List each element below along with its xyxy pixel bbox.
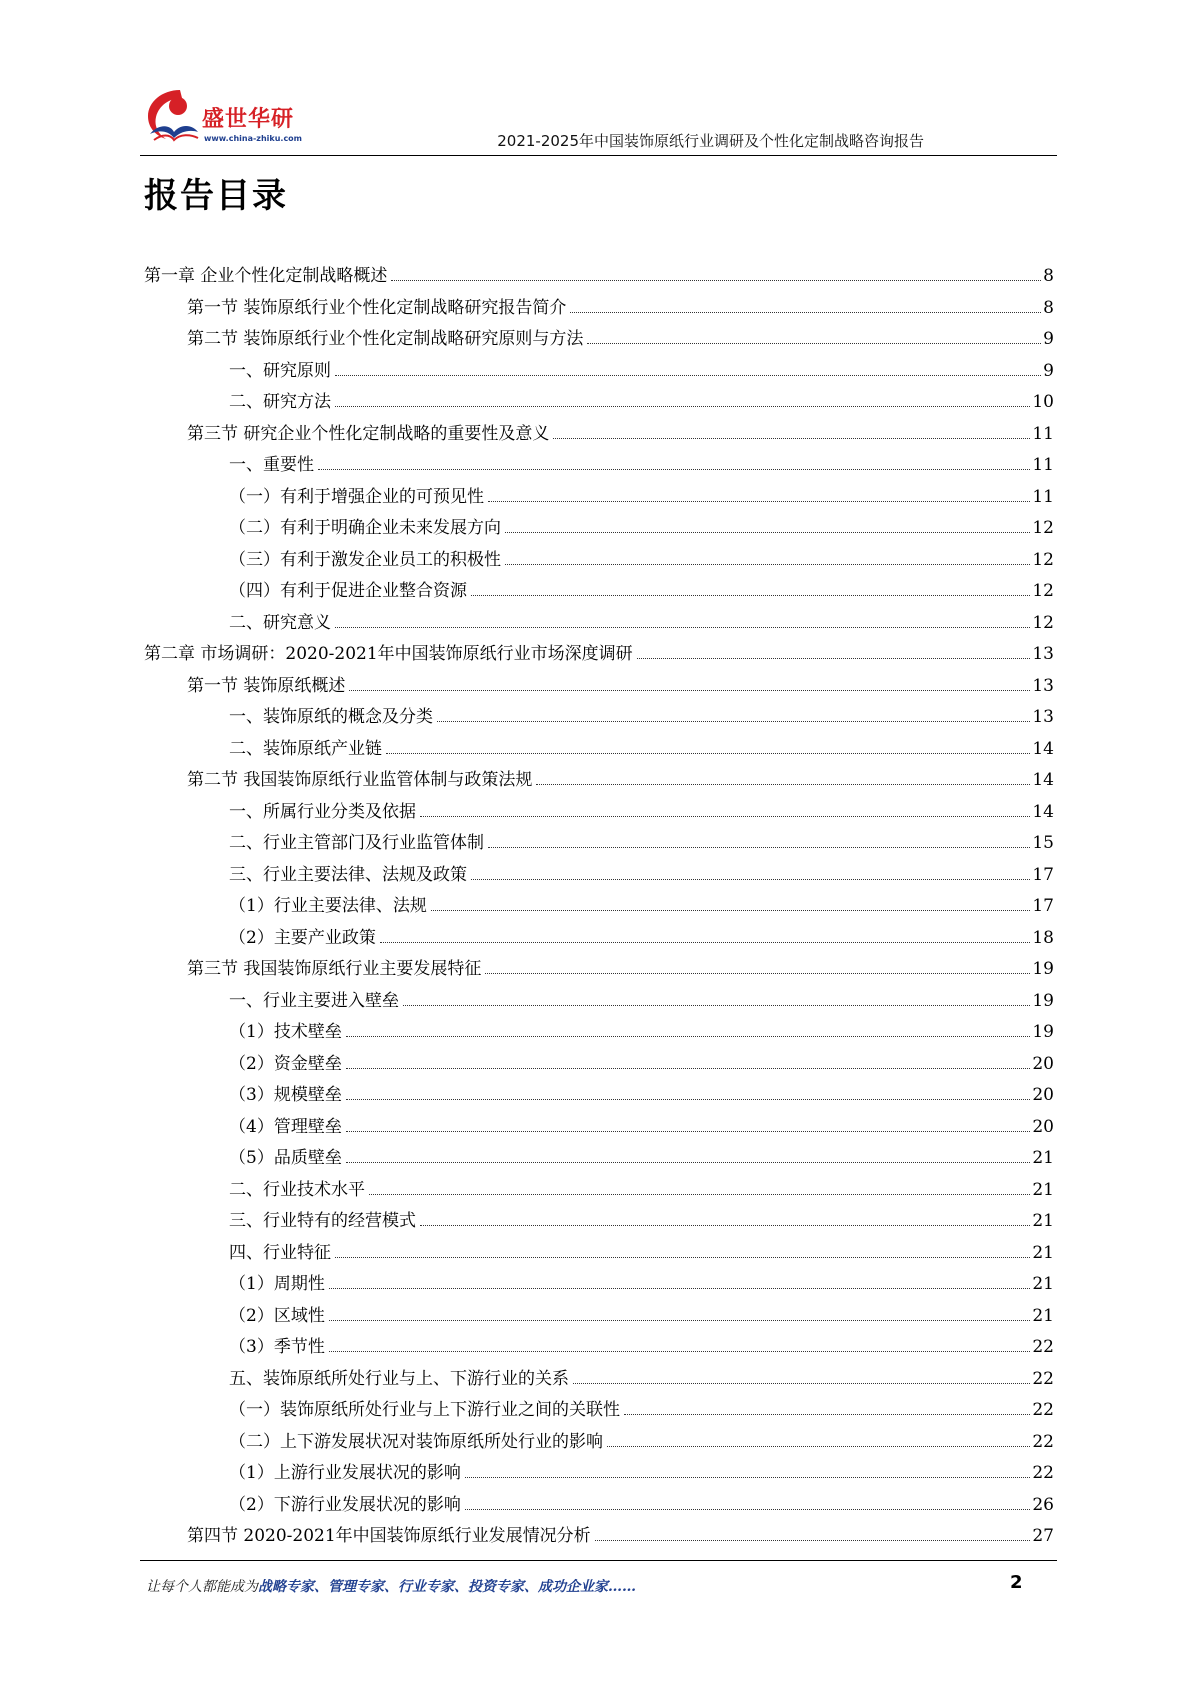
toc-leader-dots bbox=[391, 280, 1041, 281]
toc-entry[interactable] bbox=[144, 293, 1054, 325]
toc-entry-page: 22 bbox=[1032, 1463, 1054, 1483]
toc-leader-dots bbox=[553, 438, 1030, 439]
toc-entry-title: 第三节 我国装饰原纸行业主要发展特征 bbox=[187, 959, 482, 979]
toc-entry-title: 二、行业技术水平 bbox=[229, 1179, 365, 1200]
toc-entry[interactable] bbox=[144, 1301, 1054, 1333]
toc-entry[interactable] bbox=[144, 545, 1054, 577]
toc-entry[interactable] bbox=[144, 513, 1054, 545]
toc-entry-title: （一）有利于增强企业的可预见性 bbox=[229, 486, 484, 507]
toc-entry[interactable] bbox=[144, 1332, 1054, 1364]
toc-entry[interactable] bbox=[144, 1049, 1054, 1081]
toc-entry-page: 20 bbox=[1032, 1116, 1054, 1137]
logo-wordmark: 盛世华研 bbox=[202, 107, 295, 132]
toc-entry[interactable] bbox=[144, 702, 1054, 734]
toc-leader-dots bbox=[346, 1099, 1031, 1100]
toc-entry-page: 8 bbox=[1043, 266, 1054, 286]
toc-entry-title: （2）下游行业发展状况的影响 bbox=[229, 1494, 461, 1515]
toc-leader-dots bbox=[488, 847, 1030, 848]
toc-entry-page: 9 bbox=[1043, 360, 1054, 381]
toc-entry-page: 22 bbox=[1032, 1337, 1054, 1357]
toc-entry[interactable] bbox=[144, 986, 1054, 1018]
toc-entry-title: 二、装饰原纸产业链 bbox=[229, 738, 382, 759]
toc-leader-dots bbox=[607, 1446, 1030, 1447]
toc-entry[interactable] bbox=[144, 1112, 1054, 1144]
toc-entry-title: 五、装饰原纸所处行业与上、下游行业的关系 bbox=[229, 1368, 569, 1389]
toc-leader-dots bbox=[465, 1477, 1031, 1478]
toc-entry-page: 14 bbox=[1032, 738, 1054, 759]
toc-leader-dots bbox=[335, 1257, 1030, 1258]
toc-entry[interactable] bbox=[144, 797, 1054, 829]
toc-entry[interactable] bbox=[144, 1206, 1054, 1238]
toc-leader-dots bbox=[420, 816, 1030, 817]
toc-leader-dots bbox=[403, 1005, 1030, 1006]
toc-leader-dots bbox=[335, 627, 1030, 628]
toc-entry-title: （二）上下游发展状况对装饰原纸所处行业的影响 bbox=[229, 1431, 603, 1452]
toc-entry-title: （三）有利于激发企业员工的积极性 bbox=[229, 549, 501, 570]
toc-entry-page: 27 bbox=[1032, 1526, 1054, 1546]
toc-entry-page: 11 bbox=[1032, 486, 1054, 507]
toc-entry[interactable] bbox=[144, 1080, 1054, 1112]
toc-entry-title: 第一节 装饰原纸行业个性化定制战略研究报告简介 bbox=[187, 297, 567, 318]
toc-entry-title: 第一节 装饰原纸概述 bbox=[187, 675, 346, 696]
toc-entry-page: 21 bbox=[1032, 1148, 1054, 1168]
toc-leader-dots bbox=[485, 973, 1030, 974]
toc-entry-page: 26 bbox=[1032, 1494, 1054, 1515]
toc-entry-page: 9 bbox=[1043, 329, 1054, 349]
toc-entry-page: 21 bbox=[1032, 1211, 1054, 1231]
logo-url: www.china-zhiku.com bbox=[204, 134, 303, 143]
toc-entry-page: 14 bbox=[1032, 770, 1054, 790]
page-title: 报告目录 bbox=[144, 176, 288, 216]
toc-entry-title: （2）区域性 bbox=[229, 1305, 325, 1326]
toc-entry-page: 15 bbox=[1032, 833, 1054, 853]
toc-entry-title: （4）管理壁垒 bbox=[229, 1116, 342, 1137]
toc-leader-dots bbox=[471, 595, 1030, 596]
toc-entry[interactable] bbox=[144, 639, 1054, 671]
toc-entry[interactable] bbox=[144, 734, 1054, 766]
toc-entry-title: （一）装饰原纸所处行业与上下游行业之间的关联性 bbox=[229, 1400, 620, 1420]
toc-entry[interactable] bbox=[144, 671, 1054, 703]
toc-entry-title: 第一章 企业个性化定制战略概述 bbox=[144, 266, 388, 286]
toc-leader-dots bbox=[346, 1131, 1031, 1132]
toc-entry[interactable] bbox=[144, 261, 1054, 293]
toc-entry-page: 19 bbox=[1032, 990, 1054, 1011]
toc-entry-page: 10 bbox=[1032, 392, 1054, 412]
toc-entry-page: 8 bbox=[1043, 297, 1054, 318]
slogan-lead: 让每个人都能成为 bbox=[146, 1579, 258, 1595]
toc-entry[interactable] bbox=[144, 891, 1054, 923]
toc-entry-title: 一、行业主要进入壁垒 bbox=[229, 990, 399, 1011]
toc-entry-title: 一、所属行业分类及依据 bbox=[229, 801, 416, 822]
toc-leader-dots bbox=[637, 658, 1031, 659]
toc-entry-page: 22 bbox=[1032, 1368, 1054, 1389]
toc-entry-title: （5）品质壁垒 bbox=[229, 1148, 342, 1168]
toc-leader-dots bbox=[431, 910, 1031, 911]
toc-entry-title: 四、行业特征 bbox=[229, 1242, 331, 1263]
toc-leader-dots bbox=[318, 469, 1030, 470]
toc-leader-dots bbox=[573, 1383, 1030, 1384]
page-number: 2 bbox=[1010, 1572, 1023, 1593]
toc-entry-page: 20 bbox=[1032, 1053, 1054, 1074]
toc-entry-title: （3）规模壁垒 bbox=[229, 1085, 342, 1105]
toc-entry[interactable] bbox=[144, 576, 1054, 608]
toc-entry-title: 第三节 研究企业个性化定制战略的重要性及意义 bbox=[187, 423, 550, 444]
toc-entry-title: 二、行业主管部门及行业监管体制 bbox=[229, 833, 484, 853]
slogan-roles: 战略专家、管理专家、行业专家、投资专家、成功企业家…… bbox=[258, 1579, 636, 1595]
toc-entry[interactable] bbox=[144, 860, 1054, 892]
toc-leader-dots bbox=[329, 1288, 1031, 1289]
toc-entry-page: 22 bbox=[1032, 1431, 1054, 1452]
toc-leader-dots bbox=[505, 532, 1030, 533]
toc-leader-dots bbox=[329, 1351, 1031, 1352]
toc-entry-title: 三、行业主要法律、法规及政策 bbox=[229, 864, 467, 885]
toc-leader-dots bbox=[465, 1509, 1031, 1510]
toc-entry-title: 三、行业特有的经营模式 bbox=[229, 1211, 416, 1231]
shengshi-huayan-logo-icon bbox=[140, 84, 204, 148]
toc-entry-page: 19 bbox=[1032, 959, 1054, 979]
toc-leader-dots bbox=[335, 375, 1041, 376]
toc-leader-dots bbox=[369, 1194, 1030, 1195]
toc-entry[interactable] bbox=[144, 1490, 1054, 1522]
toc-leader-dots bbox=[488, 501, 1030, 502]
toc-entry-page: 19 bbox=[1032, 1022, 1054, 1042]
toc-entry[interactable] bbox=[144, 387, 1054, 419]
toc-leader-dots bbox=[570, 312, 1041, 313]
toc-entry-page: 22 bbox=[1032, 1400, 1054, 1420]
toc-leader-dots bbox=[420, 1225, 1030, 1226]
toc-leader-dots bbox=[346, 1036, 1031, 1037]
toc-entry-title: 一、重要性 bbox=[229, 455, 314, 475]
header-divider bbox=[140, 155, 1057, 156]
table-of-contents bbox=[144, 261, 1054, 1553]
toc-entry-page: 11 bbox=[1032, 423, 1054, 444]
toc-entry[interactable] bbox=[144, 356, 1054, 388]
toc-entry-title: 一、装饰原纸的概念及分类 bbox=[229, 707, 433, 727]
toc-entry-title: 第二节 我国装饰原纸行业监管体制与政策法规 bbox=[187, 770, 533, 790]
toc-entry-title: （1）行业主要法律、法规 bbox=[229, 896, 427, 916]
toc-leader-dots bbox=[505, 564, 1030, 565]
toc-leader-dots bbox=[335, 406, 1030, 407]
toc-entry[interactable] bbox=[144, 1238, 1054, 1270]
company-logo bbox=[140, 84, 320, 148]
toc-entry-page: 20 bbox=[1032, 1085, 1054, 1105]
toc-entry[interactable] bbox=[144, 482, 1054, 514]
toc-leader-dots bbox=[437, 721, 1030, 722]
toc-entry-title: 一、研究原则 bbox=[229, 360, 331, 381]
page-header bbox=[140, 78, 1057, 158]
toc-entry-page: 14 bbox=[1032, 801, 1054, 822]
toc-leader-dots bbox=[624, 1414, 1030, 1415]
toc-entry-page: 11 bbox=[1032, 455, 1054, 475]
toc-entry-title: （四）有利于促进企业整合资源 bbox=[229, 581, 467, 601]
toc-entry[interactable] bbox=[144, 1427, 1054, 1459]
toc-entry[interactable] bbox=[144, 608, 1054, 640]
toc-entry[interactable] bbox=[144, 1143, 1054, 1175]
toc-entry-title: 二、研究方法 bbox=[229, 392, 331, 412]
toc-entry[interactable] bbox=[144, 1175, 1054, 1207]
toc-leader-dots bbox=[346, 1068, 1031, 1069]
toc-leader-dots bbox=[595, 1540, 1031, 1541]
toc-entry[interactable] bbox=[144, 1017, 1054, 1049]
toc-leader-dots bbox=[346, 1162, 1031, 1163]
toc-entry[interactable] bbox=[144, 923, 1054, 955]
toc-entry-page: 17 bbox=[1032, 896, 1054, 916]
toc-entry[interactable] bbox=[144, 954, 1054, 986]
toc-entry-page: 13 bbox=[1032, 675, 1054, 696]
toc-leader-dots bbox=[471, 879, 1030, 880]
toc-entry[interactable] bbox=[144, 1395, 1054, 1427]
toc-entry-page: 21 bbox=[1032, 1179, 1054, 1200]
footer-divider bbox=[140, 1560, 1057, 1561]
toc-entry-page: 12 bbox=[1032, 581, 1054, 601]
toc-entry-page: 17 bbox=[1032, 864, 1054, 885]
toc-leader-dots bbox=[536, 784, 1030, 785]
toc-entry[interactable] bbox=[144, 419, 1054, 451]
toc-leader-dots bbox=[329, 1320, 1031, 1321]
toc-entry-title: 第四节 2020-2021年中国装饰原纸行业发展情况分析 bbox=[187, 1526, 591, 1546]
toc-entry-title: 二、研究意义 bbox=[229, 612, 331, 633]
toc-entry-page: 21 bbox=[1032, 1242, 1054, 1263]
toc-entry-page: 12 bbox=[1032, 549, 1054, 570]
toc-leader-dots bbox=[349, 690, 1030, 691]
toc-entry-title: （1）周期性 bbox=[229, 1274, 325, 1294]
toc-entry-title: （2）资金壁垒 bbox=[229, 1053, 342, 1074]
toc-leader-dots bbox=[386, 753, 1030, 754]
toc-entry-page: 13 bbox=[1032, 644, 1054, 664]
toc-leader-dots bbox=[380, 942, 1031, 943]
toc-entry[interactable] bbox=[144, 1269, 1054, 1301]
toc-entry-title: 第二节 装饰原纸行业个性化定制战略研究原则与方法 bbox=[187, 329, 584, 349]
toc-leader-dots bbox=[587, 343, 1041, 344]
toc-entry-page: 18 bbox=[1032, 927, 1054, 948]
toc-entry-title: 第二章 市场调研：2020-2021年中国装饰原纸行业市场深度调研 bbox=[144, 644, 633, 664]
toc-entry-page: 12 bbox=[1032, 518, 1054, 538]
toc-entry-page: 12 bbox=[1032, 612, 1054, 633]
toc-entry[interactable] bbox=[144, 828, 1054, 860]
toc-entry-title: （3）季节性 bbox=[229, 1337, 325, 1357]
report-title: 2021-2025年中国装饰原纸行业调研及个性化定制战略咨询报告 bbox=[497, 132, 924, 150]
toc-entry-title: （1）技术壁垒 bbox=[229, 1022, 342, 1042]
toc-entry[interactable] bbox=[144, 324, 1054, 356]
toc-entry-title: （2）主要产业政策 bbox=[229, 927, 376, 948]
toc-entry-title: （二）有利于明确企业未来发展方向 bbox=[229, 518, 501, 538]
toc-entry-page: 21 bbox=[1032, 1274, 1054, 1294]
footer-slogan bbox=[146, 1576, 636, 1596]
toc-entry[interactable] bbox=[144, 1364, 1054, 1396]
toc-entry[interactable] bbox=[144, 1521, 1054, 1553]
toc-entry[interactable] bbox=[144, 1458, 1054, 1490]
toc-entry-page: 13 bbox=[1032, 707, 1054, 727]
toc-entry-title: （1）上游行业发展状况的影响 bbox=[229, 1463, 461, 1483]
toc-entry-page: 21 bbox=[1032, 1305, 1054, 1326]
toc-entry[interactable] bbox=[144, 450, 1054, 482]
toc-entry[interactable] bbox=[144, 765, 1054, 797]
